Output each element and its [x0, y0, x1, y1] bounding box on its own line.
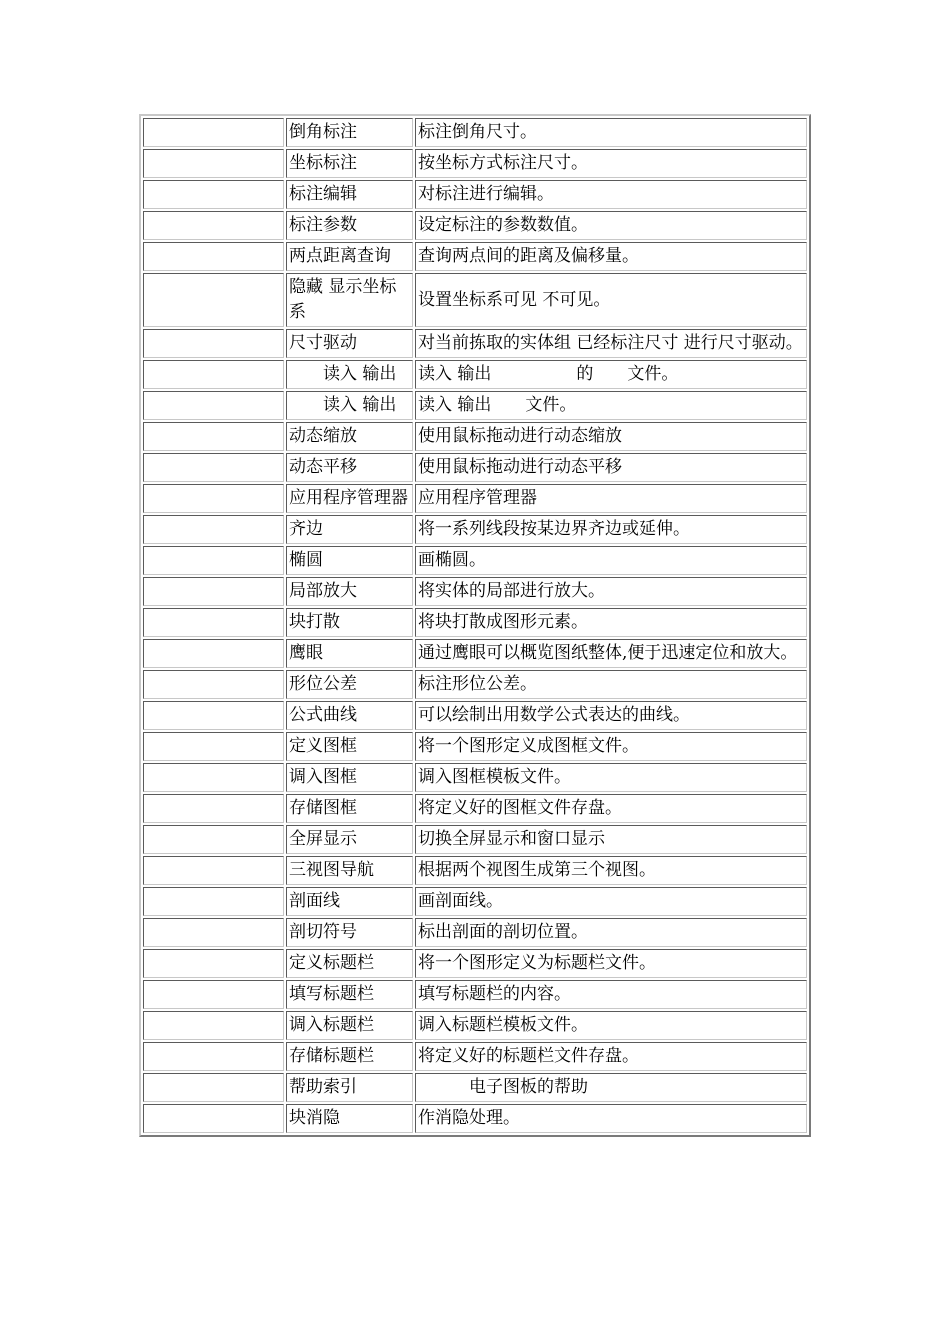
icon-cell	[143, 856, 284, 885]
command-name-cell: 椭圆	[286, 546, 413, 575]
command-name-cell: 公式曲线	[286, 701, 413, 730]
command-description-cell: 读入 输出 文件。	[415, 391, 807, 420]
command-description-cell: 设置坐标系可见 不可见。	[415, 273, 807, 327]
icon-cell	[143, 577, 284, 606]
icon-cell	[143, 1073, 284, 1102]
command-description-cell: 切换全屏显示和窗口显示	[415, 825, 807, 854]
icon-cell	[143, 763, 284, 792]
icon-cell	[143, 391, 284, 420]
command-description-cell: 画椭圆。	[415, 546, 807, 575]
command-description-cell: 设定标注的参数数值。	[415, 211, 807, 240]
command-description-cell: 作消隐处理。	[415, 1104, 807, 1133]
table-row	[143, 763, 807, 792]
command-name-cell: 倒角标注	[286, 118, 413, 147]
command-name-cell: 调入标题栏	[286, 1011, 413, 1040]
icon-cell	[143, 180, 284, 209]
table-row	[143, 732, 807, 761]
table-row	[143, 701, 807, 730]
icon-cell	[143, 360, 284, 389]
icon-cell	[143, 329, 284, 358]
table-row	[143, 1042, 807, 1071]
command-name-cell: 尺寸驱动	[286, 329, 413, 358]
table-row	[143, 180, 807, 209]
command-description-cell: 对当前拣取的实体组 已经标注尺寸 进行尺寸驱动。	[415, 329, 807, 358]
command-name-cell: 存储标题栏	[286, 1042, 413, 1071]
command-name-cell: 定义标题栏	[286, 949, 413, 978]
table-row	[143, 670, 807, 699]
command-description-cell: 按坐标方式标注尺寸。	[415, 149, 807, 178]
command-name-cell: 存储图框	[286, 794, 413, 823]
icon-cell	[143, 118, 284, 147]
command-description-cell: 标出剖面的剖切位置。	[415, 918, 807, 947]
command-description-cell: 电子图板的帮助	[415, 1073, 807, 1102]
command-description-cell: 将一个图形定义成图框文件。	[415, 732, 807, 761]
command-name-cell: 调入图框	[286, 763, 413, 792]
command-description-cell: 通过鹰眼可以概览图纸整体,便于迅速定位和放大。	[415, 639, 807, 668]
command-name-cell: 动态平移	[286, 453, 413, 482]
icon-cell	[143, 1104, 284, 1133]
icon-cell	[143, 422, 284, 451]
table-row	[143, 515, 807, 544]
command-table-body	[143, 118, 807, 1133]
table-row	[143, 825, 807, 854]
command-description-cell: 将实体的局部进行放大。	[415, 577, 807, 606]
command-description-cell: 将一个图形定义为标题栏文件。	[415, 949, 807, 978]
table-row	[143, 1104, 807, 1133]
table-row	[143, 422, 807, 451]
command-description-cell: 使用鼠标拖动进行动态缩放	[415, 422, 807, 451]
command-name-cell: 全屏显示	[286, 825, 413, 854]
command-name-cell: 两点距离查询	[286, 242, 413, 271]
command-description-cell: 标注倒角尺寸。	[415, 118, 807, 147]
icon-cell	[143, 1011, 284, 1040]
command-description-cell: 标注形位公差。	[415, 670, 807, 699]
icon-cell	[143, 825, 284, 854]
command-description-cell: 将定义好的标题栏文件存盘。	[415, 1042, 807, 1071]
command-name-cell: 剖切符号	[286, 918, 413, 947]
command-name-cell: 局部放大	[286, 577, 413, 606]
table-row	[143, 453, 807, 482]
table-row	[143, 1073, 807, 1102]
icon-cell	[143, 453, 284, 482]
command-name-cell: 读入 输出	[286, 391, 413, 420]
table-row	[143, 360, 807, 389]
icon-cell	[143, 887, 284, 916]
icon-cell	[143, 701, 284, 730]
command-name-cell: 坐标标注	[286, 149, 413, 178]
command-name-cell: 帮助索引	[286, 1073, 413, 1102]
table-row	[143, 794, 807, 823]
table-row	[143, 608, 807, 637]
table-row	[143, 484, 807, 513]
command-name-cell: 鹰眼	[286, 639, 413, 668]
icon-cell	[143, 732, 284, 761]
command-description-cell: 根据两个视图生成第三个视图。	[415, 856, 807, 885]
icon-cell	[143, 515, 284, 544]
command-name-cell: 形位公差	[286, 670, 413, 699]
table-row	[143, 980, 807, 1009]
icon-cell	[143, 273, 284, 327]
table-row	[143, 856, 807, 885]
icon-cell	[143, 980, 284, 1009]
table-row	[143, 918, 807, 947]
command-name-cell: 块消隐	[286, 1104, 413, 1133]
command-description-cell: 调入图框模板文件。	[415, 763, 807, 792]
table-row	[143, 211, 807, 240]
command-name-cell: 标注参数	[286, 211, 413, 240]
command-name-cell: 块打散	[286, 608, 413, 637]
table-row	[143, 639, 807, 668]
table-row	[143, 546, 807, 575]
command-description-cell: 可以绘制出用数学公式表达的曲线。	[415, 701, 807, 730]
command-name-cell: 隐藏 显示坐标系	[286, 273, 413, 327]
command-description-cell: 使用鼠标拖动进行动态平移	[415, 453, 807, 482]
icon-cell	[143, 670, 284, 699]
icon-cell	[143, 546, 284, 575]
table-row	[143, 329, 807, 358]
table-row	[143, 391, 807, 420]
command-name-cell: 标注编辑	[286, 180, 413, 209]
table-row	[143, 273, 807, 327]
command-name-cell: 读入 输出	[286, 360, 413, 389]
table-row	[143, 949, 807, 978]
command-description-cell: 读入 输出 的 文件。	[415, 360, 807, 389]
icon-cell	[143, 608, 284, 637]
command-description-cell: 填写标题栏的内容。	[415, 980, 807, 1009]
command-name-cell: 应用程序管理器	[286, 484, 413, 513]
command-name-cell: 三视图导航	[286, 856, 413, 885]
command-description-cell: 将定义好的图框文件存盘。	[415, 794, 807, 823]
command-name-cell: 定义图框	[286, 732, 413, 761]
command-description-cell: 对标注进行编辑。	[415, 180, 807, 209]
table-row	[143, 242, 807, 271]
command-name-cell: 填写标题栏	[286, 980, 413, 1009]
icon-cell	[143, 211, 284, 240]
table-row	[143, 118, 807, 147]
command-description-cell: 应用程序管理器	[415, 484, 807, 513]
icon-cell	[143, 242, 284, 271]
icon-cell	[143, 1042, 284, 1071]
command-name-cell: 剖面线	[286, 887, 413, 916]
command-description-cell: 画剖面线。	[415, 887, 807, 916]
table-row	[143, 149, 807, 178]
command-table	[139, 114, 811, 1137]
icon-cell	[143, 639, 284, 668]
icon-cell	[143, 794, 284, 823]
table-row	[143, 577, 807, 606]
table-row	[143, 887, 807, 916]
command-name-cell: 动态缩放	[286, 422, 413, 451]
command-description-cell: 调入标题栏模板文件。	[415, 1011, 807, 1040]
document-page	[139, 114, 811, 1137]
icon-cell	[143, 484, 284, 513]
command-description-cell: 将块打散成图形元素。	[415, 608, 807, 637]
command-name-cell: 齐边	[286, 515, 413, 544]
icon-cell	[143, 949, 284, 978]
icon-cell	[143, 918, 284, 947]
icon-cell	[143, 149, 284, 178]
command-description-cell: 查询两点间的距离及偏移量。	[415, 242, 807, 271]
table-row	[143, 1011, 807, 1040]
command-description-cell: 将一系列线段按某边界齐边或延伸。	[415, 515, 807, 544]
